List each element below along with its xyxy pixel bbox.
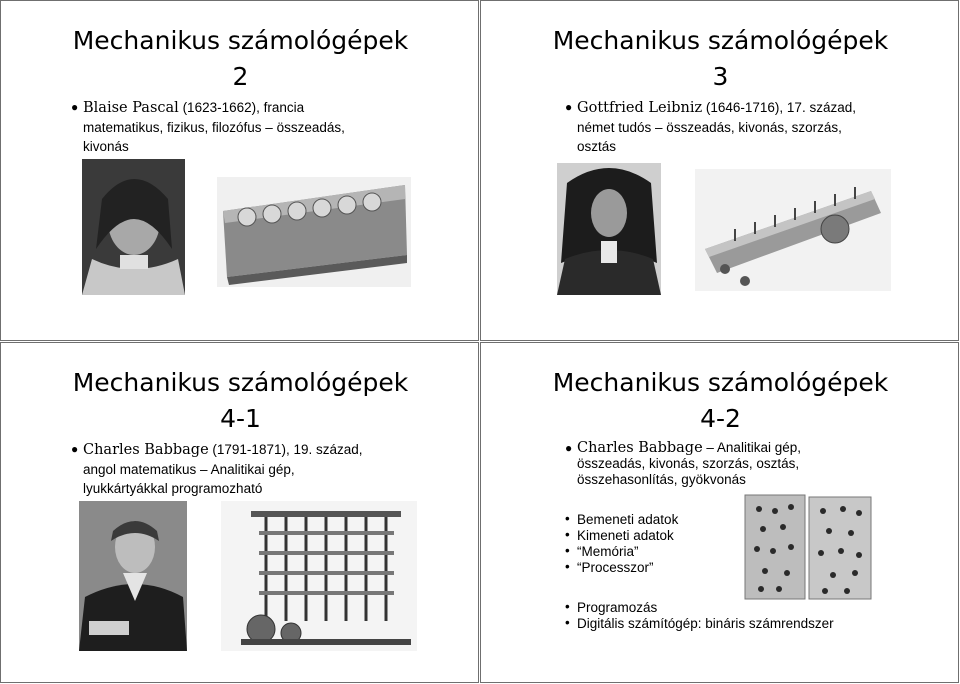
bullet-dot-icon: ● (71, 442, 79, 456)
slide-number: 2 (232, 62, 249, 91)
leibniz-portrait (557, 163, 661, 295)
list-item: • “Processzor” (577, 560, 678, 576)
list-item: • Programozás (577, 600, 834, 616)
slide-title: Mechanikus számológépek (552, 368, 889, 397)
programming-list (577, 600, 834, 632)
bullet-text: ● Gottfried Leibniz (1646-1716), 17. század, német tudós – összeadás, kivonás, szorzás, osztás (565, 100, 856, 154)
slide-leibniz (480, 0, 959, 341)
bullet-text: ● Blaise Pascal (1623-1662), francia matematikus, fizikus, filozófus – összeadás, kivonás (71, 100, 345, 154)
list-item: • Kimeneti adatok (577, 528, 678, 544)
bullet-text: ● Charles Babbage – Analitikai gép, összeadás, kivonás, szorzás, osztás, összehasonlítás, gyökvonás (565, 440, 801, 487)
person-name: Gottfried Leibniz (577, 100, 703, 116)
person-name: Charles Babbage (83, 442, 209, 458)
bullet-dot-icon: ● (565, 100, 573, 114)
slide-title: Mechanikus számológépek (72, 368, 409, 397)
slide-babbage-2 (480, 342, 959, 683)
list-item: • “Memória” (577, 544, 678, 560)
babbage-portrait (79, 501, 187, 651)
pascal-portrait (82, 159, 185, 295)
slide-number: 4-2 (700, 404, 741, 433)
bullet-text: ● Charles Babbage (1791-1871), 19. század, angol matematikus – Analitikai gép, lyukkártyákkal programozható (71, 442, 363, 496)
punch-cards (743, 493, 873, 601)
slide-babbage-1 (0, 342, 479, 683)
pascaline-machine (217, 177, 411, 287)
slide-title: Mechanikus számológépek (552, 26, 889, 55)
bullet-dot-icon: ● (565, 441, 573, 455)
slide-pascal (0, 0, 479, 341)
list-item: • Bemeneti adatok (577, 512, 678, 528)
engine-parts-list (577, 512, 678, 576)
list-item: • Digitális számítógép: bináris számrendszer (577, 616, 834, 632)
bullet-dot-icon: ● (71, 100, 79, 114)
leibniz-machine (695, 169, 891, 291)
slide-number: 4-1 (220, 404, 261, 433)
person-name: Charles Babbage (577, 440, 703, 456)
analytical-engine-machine (221, 501, 417, 651)
person-name: Blaise Pascal (83, 100, 179, 116)
slide-number: 3 (712, 62, 729, 91)
slide-title: Mechanikus számológépek (72, 26, 409, 55)
